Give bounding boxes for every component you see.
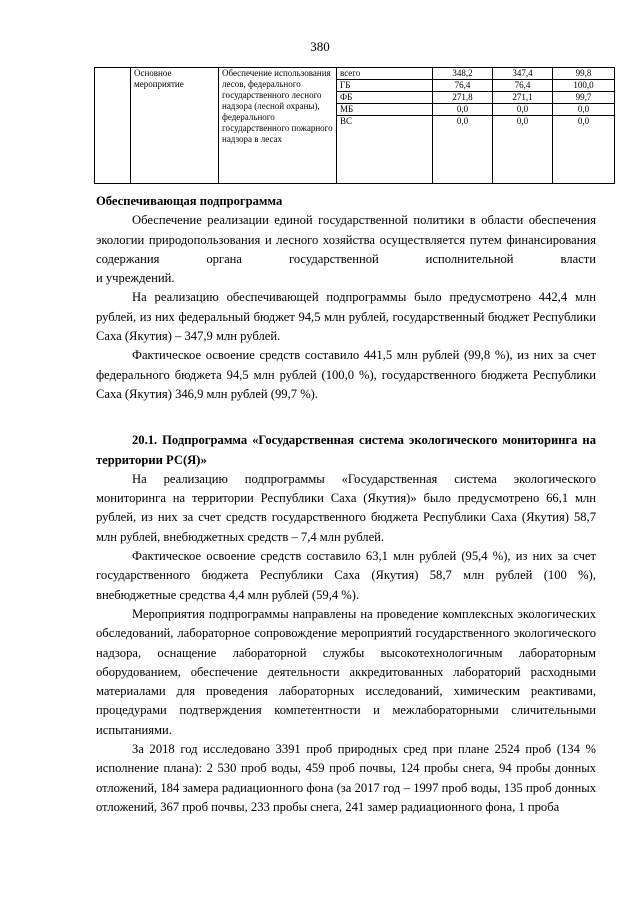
table-description: Обеспечение использования лесов, федерального государственного лесного надзора (лесной охраны), федерального государственного пожарного надзора в лесах — [219, 68, 337, 184]
document-body — [96, 192, 596, 817]
table-percent: 0,0 — [553, 104, 615, 116]
table-source: МБ — [337, 104, 433, 116]
paragraph: Фактическое освоение средств составило 441,5 млн рублей (99,8 %), из них за счет федерального бюджета 94,5 млн рублей (100,0 %), государственного бюджета Республики Саха (Якутия) 346,9 млн рублей (99,7 %). — [96, 348, 596, 401]
paragraph: За 2018 год исследовано 3391 проб природных сред при плане 2524 проб (134 % исполнение плана): 2 530 проб воды, 459 проб почвы, 124 пробы снега, 94 пробы донных отложений, 184 замера радиационного фона (за 2017 год – 1997 проб воды, 135 проб донных отложений, 367 проб почвы, 233 пробы снега, 241 замер радиационного фона, 1 проба — [96, 742, 596, 814]
budget-table — [94, 67, 615, 184]
table-actual: 0,0 — [493, 104, 553, 116]
paragraph: Мероприятия подпрограммы направлены на проведение комплексных экологических обследований, лабораторное сопровождение мероприятий государственного экологического надзора, оснащение лабораторной службы высокотехнологичным лабораторным оборудованием, обеспечение деятельности аккредитованных лабораторий расходными материалами для проведения лабораторных исследований, химическим реактивами, процедурами подтверждения компетентности и межлабораторными сличительными испытаниями. — [96, 606, 596, 737]
table-percent: 0,0 — [553, 116, 615, 184]
section-heading: Обеспечивающая подпрограмма — [96, 194, 283, 208]
table-actual: 0,0 — [493, 116, 553, 184]
table-source: ВС — [337, 116, 433, 184]
table-actual: 271,1 — [493, 92, 553, 104]
table-source: всего — [337, 68, 433, 80]
paragraph-continuation: и учреждений. — [96, 271, 175, 286]
paragraph: Обеспечение реализации единой государственной политики в области обеспечения экологии природопользования и лесного хозяйства осуществляется путем финансирования содержания органа государственной исполнительной власти — [96, 213, 596, 266]
table-source: ГБ — [337, 80, 433, 92]
paragraph: На реализацию обеспечивающей подпрограммы было предусмотрено 442,4 млн рублей, из них федеральный бюджет 94,5 млн рублей, государственный бюджет Республики Саха (Якутия) – 347,9 млн рублей. — [96, 290, 596, 344]
paragraph: На реализацию подпрограммы «Государственная система экологического мониторинга на территории Республики Саха (Якутия)» было предусмотрено 66,1 млн рублей, из них за счет средств государственного бюджета Республики Саха (Якутия) 58,7 млн рублей, внебюджетных средств – 7,4 млн рублей. — [96, 471, 596, 544]
table-percent: 99,7 — [553, 92, 615, 104]
table-blank-cell — [95, 68, 131, 184]
table-percent: 100,0 — [553, 80, 615, 92]
page-number: 380 — [310, 39, 330, 54]
table-actual: 347,4 — [493, 68, 553, 80]
table-actual: 76,4 — [493, 80, 553, 92]
table-percent: 99,8 — [553, 68, 615, 80]
table-planned: 0,0 — [433, 116, 493, 184]
table-planned: 348,2 — [433, 68, 493, 80]
subprogram-heading: 20.1. Подпрограмма «Государственная система экологического мониторинга на территории РС(Я)» — [96, 433, 596, 467]
table-planned: 0,0 — [433, 104, 493, 116]
table-planned: 76,4 — [433, 80, 493, 92]
paragraph: Фактическое освоение средств составило 63,1 млн рублей (95,4 %), из них за счет государственного бюджета Республики Саха (Якутия) 58,7 млн рублей (100 %), внебюджетные средства 4,4 млн рублей (59,4 %). — [96, 549, 596, 602]
table-row-type: Основное мероприятие — [131, 68, 219, 184]
table-planned: 271,8 — [433, 92, 493, 104]
table-source: ФБ — [337, 92, 433, 104]
